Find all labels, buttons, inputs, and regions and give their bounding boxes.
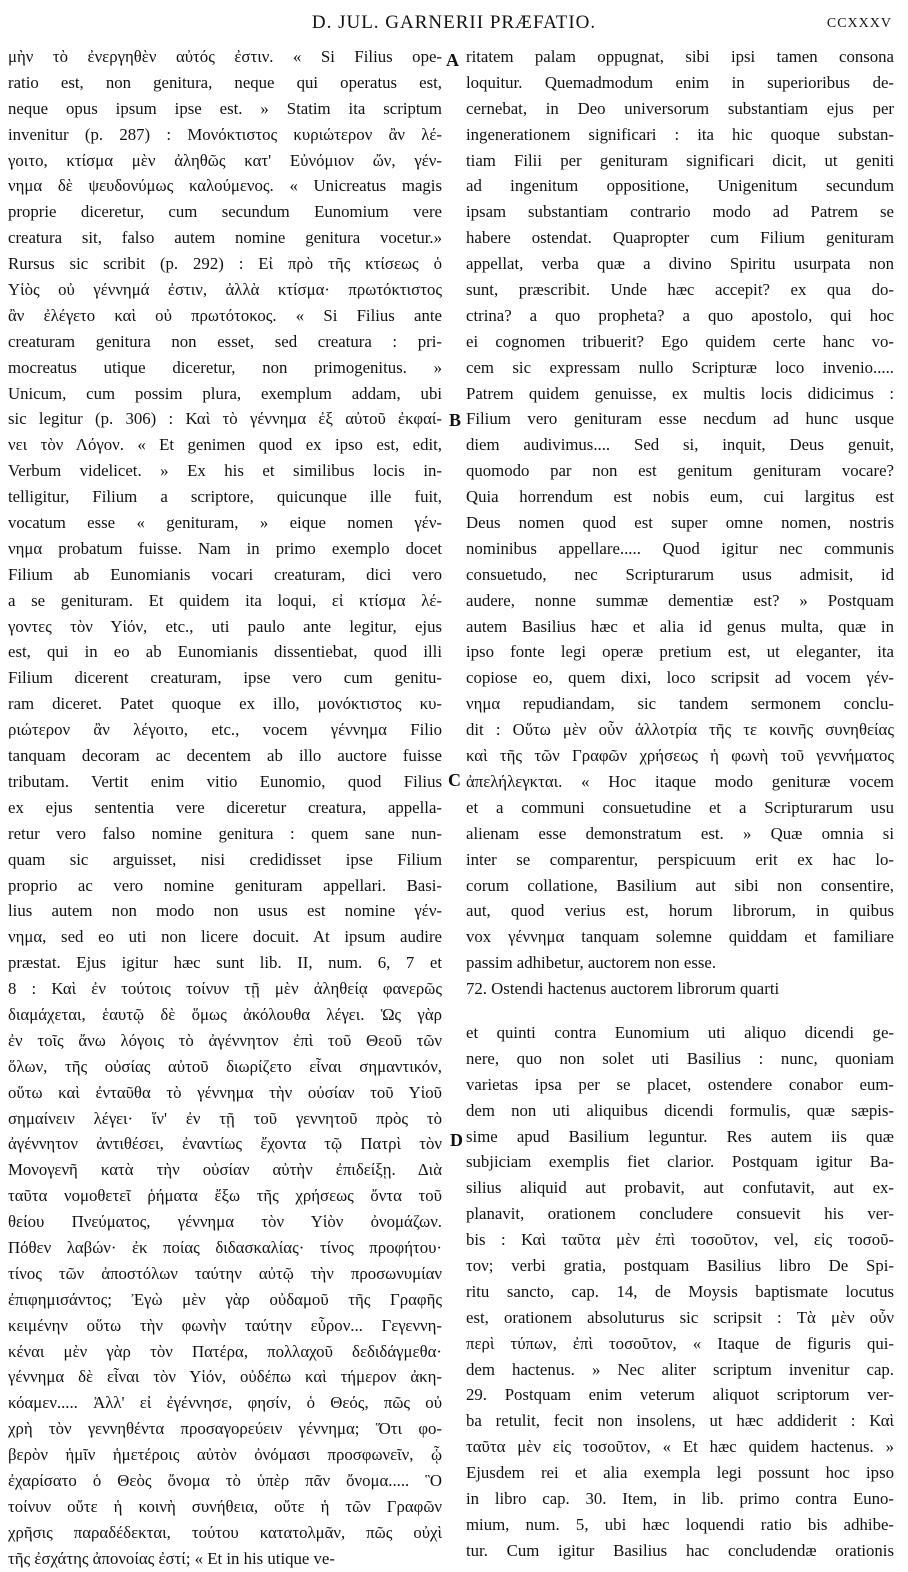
text-line: Verbum videlicet. » Ex his et similibus locis in- (8, 461, 442, 481)
text-line: silius aliquid aut probavit, aut confutavit, aut ex- (466, 1178, 894, 1198)
text-line: Patrem quidem genuisse, ex multis locis didicimus : (466, 383, 894, 403)
text-line: Rursus sic scribit (p. 292) : Εἰ πρὸ τῆς κτίσεως ὁ (8, 254, 442, 274)
text-line: audere, nonne summæ dementiæ est? » Postquam (466, 590, 894, 610)
text-line: Πόθεν λαβών· ἐκ ποίας διδασκαλίας· τίνος προφήτου· (8, 1237, 442, 1257)
text-line: ba retulit, fecit non insolens, ut hæc addiderit : Καὶ (466, 1411, 894, 1431)
text-line: ex ejus sententia vere diceretur creatura, appella- (8, 797, 442, 817)
text-line: planavit, orationem concludere consuevit his ver- (466, 1204, 894, 1224)
margin-marker-d: D (450, 1130, 463, 1150)
text-line: Filium dicerent creaturam, ipse vero cum genitu- (8, 668, 442, 688)
text-line: Unicum, cum possim plura, exemplum addam, ubi (8, 383, 442, 403)
text-line: ἀγέννητον ἀντιθέσει, ἐναντίως ἔχοντα τῷ Πατρὶ τὸν (8, 1134, 442, 1154)
text-line: alienam esse demonstratum est. » Quæ omnia si (466, 823, 894, 843)
right-column (466, 44, 894, 1564)
text-line: passim adhibetur, auctorem non esse. (466, 953, 717, 973)
text-line: autem Basilius hæc et alia id genus multa, quæ in (466, 616, 894, 636)
text-line: consuetudo, nec Scripturarum usus admisit, id (466, 564, 894, 584)
text-line: proprie diceretur, cum secundum Eunomium vere (8, 202, 442, 222)
text-line: nominibus appellare..... Quod igitur nec communis (466, 538, 894, 558)
text-line: invenitur (p. 287) : Μονόκτιστος κυριώτερον ἂν λέ- (8, 124, 442, 144)
paragraph-gap (466, 1002, 894, 1020)
text-line: diem audivimus.... Sed si, inquit, Deus genuit, (466, 435, 894, 455)
text-line: τον; verbi gratia, postquam Basilius libro De Spi- (466, 1255, 894, 1275)
text-line: dem hactenus. » Nec aliter scriptum invenitur cap. (466, 1359, 894, 1379)
text-line: τοίνυν οὔτε ἡ κοινὴ συνήθεια, οὔτε ἡ τῶν Γραφῶν (8, 1496, 442, 1516)
text-line: neque opus ipsum ipse est. » Statim ita scriptum (8, 98, 442, 118)
text-line: præstat. Ejus igitur hæc sunt lib. II, num. 6, 7 et (8, 953, 442, 973)
text-line: cernebat, in Deo universorum substantiam ejus per (466, 98, 894, 118)
text-line: habere ostendat. Quapropter cum Filium genituram (466, 228, 894, 248)
margin-marker-c: C (448, 770, 461, 790)
text-line: telligitur, Filium a scriptore, quicunque ille fuit, (8, 487, 442, 507)
text-line: 8 : Καὶ ἐν τούτοις τοίνυν τῇ μὲν ἀληθείᾳ φανερῶς (8, 979, 442, 999)
text-line: κειμένην οὕτω τὴν φωνὴν ταύτην εὗρον... Γεγεννη- (8, 1315, 442, 1335)
text-line: vox γέννημα tanquam solemne quiddam et familiare (466, 927, 894, 947)
text-line: mocreatus utique diceretur, non primogenitus. » (8, 357, 442, 377)
text-line: dem non uti aliquibus dicendi formulis, quæ sæpis- (466, 1100, 894, 1120)
text-line: Deus nomen quod est super omne nomen, nostris (466, 513, 894, 533)
text-line: ei cognomen tribuerit? Ego quidem certe hanc vo- (466, 331, 894, 351)
text-line: appellat, verba quæ a divino Spiritu usurpata non (466, 254, 894, 274)
text-line: tributam. Vertit enim vitio Eunomio, quod Filius (8, 771, 442, 791)
text-line: ριώτερον ἂν λέγοιτο, etc., vocem γέννημα Filio (8, 720, 442, 740)
text-line: subjiciam exemplis fiet clarior. Postquam igitur Ba- (466, 1152, 894, 1172)
text-line: ἀπελήλεγκται. « Hoc itaque modo genituræ vocem (466, 771, 894, 791)
margin-marker-b: B (449, 410, 462, 430)
text-line: ritu sancto, cap. 14, de Moysis baptismate locutus (466, 1281, 894, 1301)
text-line: ctrina? a quo propheta? a quo apostolo, qui hoc (466, 305, 894, 325)
text-line: γοντες τὸν Υἱόν, etc., uti paulo ante legitur, ejus (8, 616, 442, 636)
text-line: νημα, sed eo uti non licere docuit. At ipsum audire (8, 927, 442, 947)
text-line: ταῦτα νομοθετεῖ ῥήματα ἔξω τῆς χρήσεως ὄντα τοῦ (8, 1186, 442, 1206)
text-line: διαμάχεται, ἑαυτῷ δὲ ὅμως ἀκόλουθα λέγει. Ὡς γὰρ (8, 1004, 442, 1024)
text-line: Filium vero genituram esse necdum ad hunc usque (466, 409, 894, 429)
text-line: 29. Postquam enim veterum aliquot scriptorum ver- (466, 1385, 894, 1405)
text-line: σημαίνειν λέγει· ἵν' ἐν τῇ τοῦ γεννητοῦ πρὸς τὸ (8, 1108, 442, 1128)
text-line: aut, quod verius est, horum librorum, in quibus (466, 901, 894, 921)
text-line: lius autem non modo non usus est nomine γέν- (8, 901, 442, 921)
text-line: sic legitur (p. 306) : Καὶ τὸ γέννημα ἐξ αὐτοῦ ἐκφαί- (8, 409, 442, 429)
text-line: μὴν τὸ ἐνεργηθὲν αὐτός ἐστιν. « Si Filius ope- (8, 47, 442, 66)
text-line: varietas ipsa per se placet, ostendere conabor eum- (466, 1074, 894, 1094)
text-line: est, qui in eo ab Eunomianis dissentiebat, quod illi (8, 642, 442, 662)
text-line: quomodo par non est genitum genituram vocare? (466, 461, 894, 481)
text-line: ipsam substantiam contrario modo ad Patrem se (466, 202, 894, 222)
text-line: νημα δὲ ψευδονύμως καλούμενος. « Unicreatus magis (8, 176, 442, 196)
text-line: in libro cap. 30. Item, in lib. primo contra Euno- (466, 1488, 894, 1508)
text-line: tanquam decoram ac decentem ab illo auctore fuisse (8, 746, 442, 766)
text-line: κόαμεν..... Ἀλλ' εἰ ἐγέννησε, φησίν, ὁ Θεός, πῶς οὐ (8, 1393, 442, 1413)
text-line: βερὸν ἡμῖν ἡμετέροις αὐτὸν ὀνόμασι προσφωνεῖν, ᾧ (8, 1445, 442, 1465)
text-line: et quinti contra Eunomium uti aliquo dicendi ge- (466, 1022, 894, 1042)
text-line: περὶ τύπων, ἐπὶ τοσοῦτον, « Itaque de figuris qui- (466, 1333, 894, 1353)
text-line: Ejusdem rei et alia exempla legi possunt hoc ipso (466, 1463, 894, 1483)
text-line: Υἱὸς οὐ γέννημά ἐστιν, ἀλλὰ κτίσμα· πρωτόκτιστος (8, 280, 442, 300)
text-line: Filium ab Eunomianis vocari creaturam, dici vero (8, 564, 442, 584)
text-line: copiose eo, quem dixi, loco scripsit ad vocem γέν- (466, 668, 894, 688)
text-line: creatura sit, falso autem nomine genitura vocetur.» (8, 228, 442, 248)
text-line: inter se comparentur, perspicuum erit ex hac lo- (466, 849, 894, 869)
text-line: χρῆσις παραδέδεκται, τούτου κατατολμᾶν, πῶς οὐχὶ (8, 1522, 442, 1542)
page-number: CCXXXV (826, 16, 892, 31)
left-column (8, 44, 442, 1572)
text-line: vocatum esse « genituram, » eique nomen γέν- (8, 513, 442, 533)
text-line: οὕτω καὶ ἐνταῦθα τὸ γέννημα τὴν οὐσίαν τοῦ Υἱοῦ (8, 1082, 442, 1102)
text-line: τῆς ἐσχάτης ἀπονοίας ἐστί; « Et in his utique ve- (8, 1548, 335, 1568)
text-line: ram diceret. Patet quoque ex illo, μονόκτιστος κυ- (8, 694, 442, 714)
text-line: κέναι μὲν γὰρ τὸν Πατέρα, πολλαχοῦ δεδιδάγμεθα· (8, 1341, 442, 1361)
text-line: θείου Πνεύματος, γέννημα τὸν Υἱὸν ὀνομάζων. (8, 1212, 442, 1232)
text-line: ratio est, non genitura, neque qui operatus est, (8, 72, 442, 92)
text-line: νημα probatum fuisse. Nam in primo exemplo docet (8, 538, 442, 558)
text-line: sime apud Basilium leguntur. Res autem iis quæ (466, 1126, 894, 1146)
text-line: proprio ac vero nomine genituram appellari. Basi- (8, 875, 442, 895)
text-line: ἐν τοῖς ἄνω λόγοις τὸ ἀγέννητον ἐπὶ τοῦ Θεοῦ τῶν (8, 1030, 442, 1050)
text-line: ipso fonte legi operæ pretium est, ut eleganter, ita (466, 642, 894, 662)
text-line: νει τὸν Λόγον. « Et genimen quod ex ipso est, edit, (8, 435, 442, 455)
margin-marker-a: A (446, 50, 459, 70)
text-line: ad ingenitum oppositione, Unigenitum secundum (466, 176, 894, 196)
text-line: ἐπιφημισάντος; Ἐγὼ μὲν γὰρ οὐδαμοῦ τῆς Γραφῆς (8, 1289, 442, 1309)
text-line: χρὴ τὸν γεννηθέντα προσαγορεύειν γέννημα; Ὅτι φο- (8, 1419, 442, 1439)
text-line: ἐχαρίσατο ὁ Θεὸς ὄνομα τὸ ὑπὲρ πᾶν ὄνομα..... Ὃ (8, 1470, 442, 1490)
text-line: et a communi consuetudine et a Scripturarum usu (466, 797, 894, 817)
text-line: ritatem palam oppugnat, sibi ipsi tamen consona (466, 47, 894, 66)
text-line: Quia horrendum est nobis eum, cui largitus est (466, 487, 894, 507)
text-line: tur. Cum igitur Basilius hac concludendæ orationis (466, 1540, 894, 1560)
text-line: sunt, præscribit. Unde hæc accepit? ex qua do- (466, 280, 894, 300)
running-title: D. JUL. GARNERII PRÆFATIO. (311, 12, 597, 33)
text-line: nere, quo non solet uti Basilius : nunc, quoniam (466, 1048, 894, 1068)
text-line: ingenerationem significari : ita hic quoque substan- (466, 124, 894, 144)
text-line: ἂν ἐλέγετο καὶ οὐ πρωτότοκος. « Si Filius ante (8, 305, 442, 325)
text-line: dit : Οὕτω μὲν οὖν ἀλλοτρία τῆς τε κοινῆς συνηθείας (466, 720, 894, 740)
text-line: γοιτο, κτίσμα μὲν ἀληθῶς κατ' Εὐνόμιον ὤν, γέν- (8, 150, 442, 170)
text-line: mium, num. 5, ubi hæc loquendi ratio bis adhibe- (466, 1514, 894, 1534)
text-line: καὶ τῆς τῶν Γραφῶν χρήσεως ἡ φωνὴ τοῦ γεννήματος (466, 746, 894, 766)
text-line: ὅλων, τῆς οὐσίας αὐτοῦ διωρίζετο εἶναι σημαντικόν, (8, 1056, 442, 1076)
text-line: corum collatione, Basilium aut sibi non consentire, (466, 875, 894, 895)
text-line: Μονογενῆ κατὰ τὴν οὐσίαν αὐτὴν ἐπιδείξῃ. Διὰ (8, 1160, 442, 1180)
text-line: tiam Filii per genituram significari dicit, ut geniti (466, 150, 894, 170)
text-line: 72. Ostendi hactenus auctorem librorum quarti (466, 979, 780, 999)
text-line: τίνος τῶν ἀποστόλων ταύτην αὐτῷ τὴν προσωνυμίαν (8, 1263, 442, 1283)
text-line: ταῦτα μὲν εἰς τοσοῦτον, « Et hæc quidem hactenus. » (466, 1437, 894, 1457)
text-line: est, orationem absoluturus sic scripsit : Τὰ μὲν οὖν (466, 1307, 894, 1327)
text-line: creaturam genitura non esset, sed creatura : pri- (8, 331, 442, 351)
text-line: bis : Καὶ ταῦτα μὲν ἐπὶ τοσοῦτον, vel, εἰς τοσοῦ- (466, 1230, 894, 1250)
text-line: cem sic expressam nullo Scripturæ loco invenio..... (466, 357, 894, 377)
text-line: a se genituram. Et quidem ita loqui, εἰ κτίσμα λέ- (8, 590, 442, 610)
text-line: quam sic arguisset, nisi credidisset ipse Filium (8, 849, 442, 869)
page-header (0, 6, 908, 40)
text-line: retur vero falso nomine genitura : quem sane nun- (8, 823, 442, 843)
text-line: γέννημα δὲ εἶναι τὸν Υἱόν, οὐδέπω καὶ τήμερον ἀκη- (8, 1367, 442, 1387)
text-line: νημα repudiandam, sic tandem sermonem conclu- (466, 694, 894, 714)
text-line: loquitur. Quemadmodum enim in superioribus de- (466, 72, 894, 92)
